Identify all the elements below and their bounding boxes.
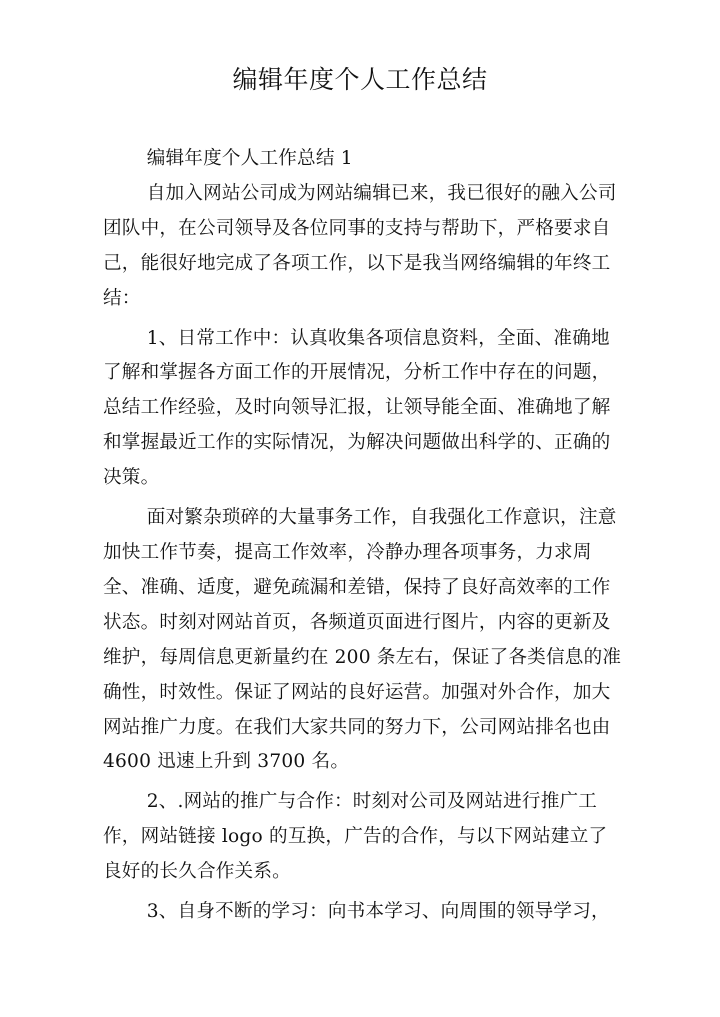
page-title: 编辑年度个人工作总结 [232, 65, 488, 94]
paragraph-daily-work: 1、日常工作中：认真收集各项信息资料，全面、准确地了解和掌握各方面工作的开展情况，分析工作中存在的问题，总结工作经验，及时向领导汇报，让领导能全面、准确地了解和掌握最近工作的实际情况，为解决问题做出科学的、正确的决策。 [103, 327, 611, 489]
document-body [103, 142, 623, 930]
section-heading: 编辑年度个人工作总结 1 [146, 148, 353, 169]
paragraph-promotion: 2、.网站的推广与合作：时刻对公司及网站进行推广工作，网站链接 logo 的互换，广告的合作，与以下网站建立了良好的长久合作关系。 [103, 791, 608, 883]
paragraph-intro: 自加入网站公司成为网站编辑已来，我已很好的融入公司团队中，在公司领导及各位同事的支持与帮助下，严格要求自己，能很好地完成了各项工作，以下是我当网络编辑的年终工结： [103, 182, 617, 309]
paragraph-efficiency: 面对繁杂琐碎的大量事务工作，自我强化工作意识，注意加快工作节奏，提高工作效率，冷静办理各项事务，力求周全、准确、适度，避免疏漏和差错，保持了良好高效率的工作状态。时刻对网站首页，各频道页面进行图片，内容的更新及维护，每周信息更新量约在 200 条左右，保证了各类信息的准确性，时效性。保证了网站的良好运营。加强对外合作，加大网站推广力度。在我们大家共同的努力下，公司网站排名也由 4600 迅速上升到 3700 名。 [103, 507, 622, 773]
paragraph-learning: 3、自身不断的学习：向书本学习、向周围的领导学习， [146, 901, 610, 923]
